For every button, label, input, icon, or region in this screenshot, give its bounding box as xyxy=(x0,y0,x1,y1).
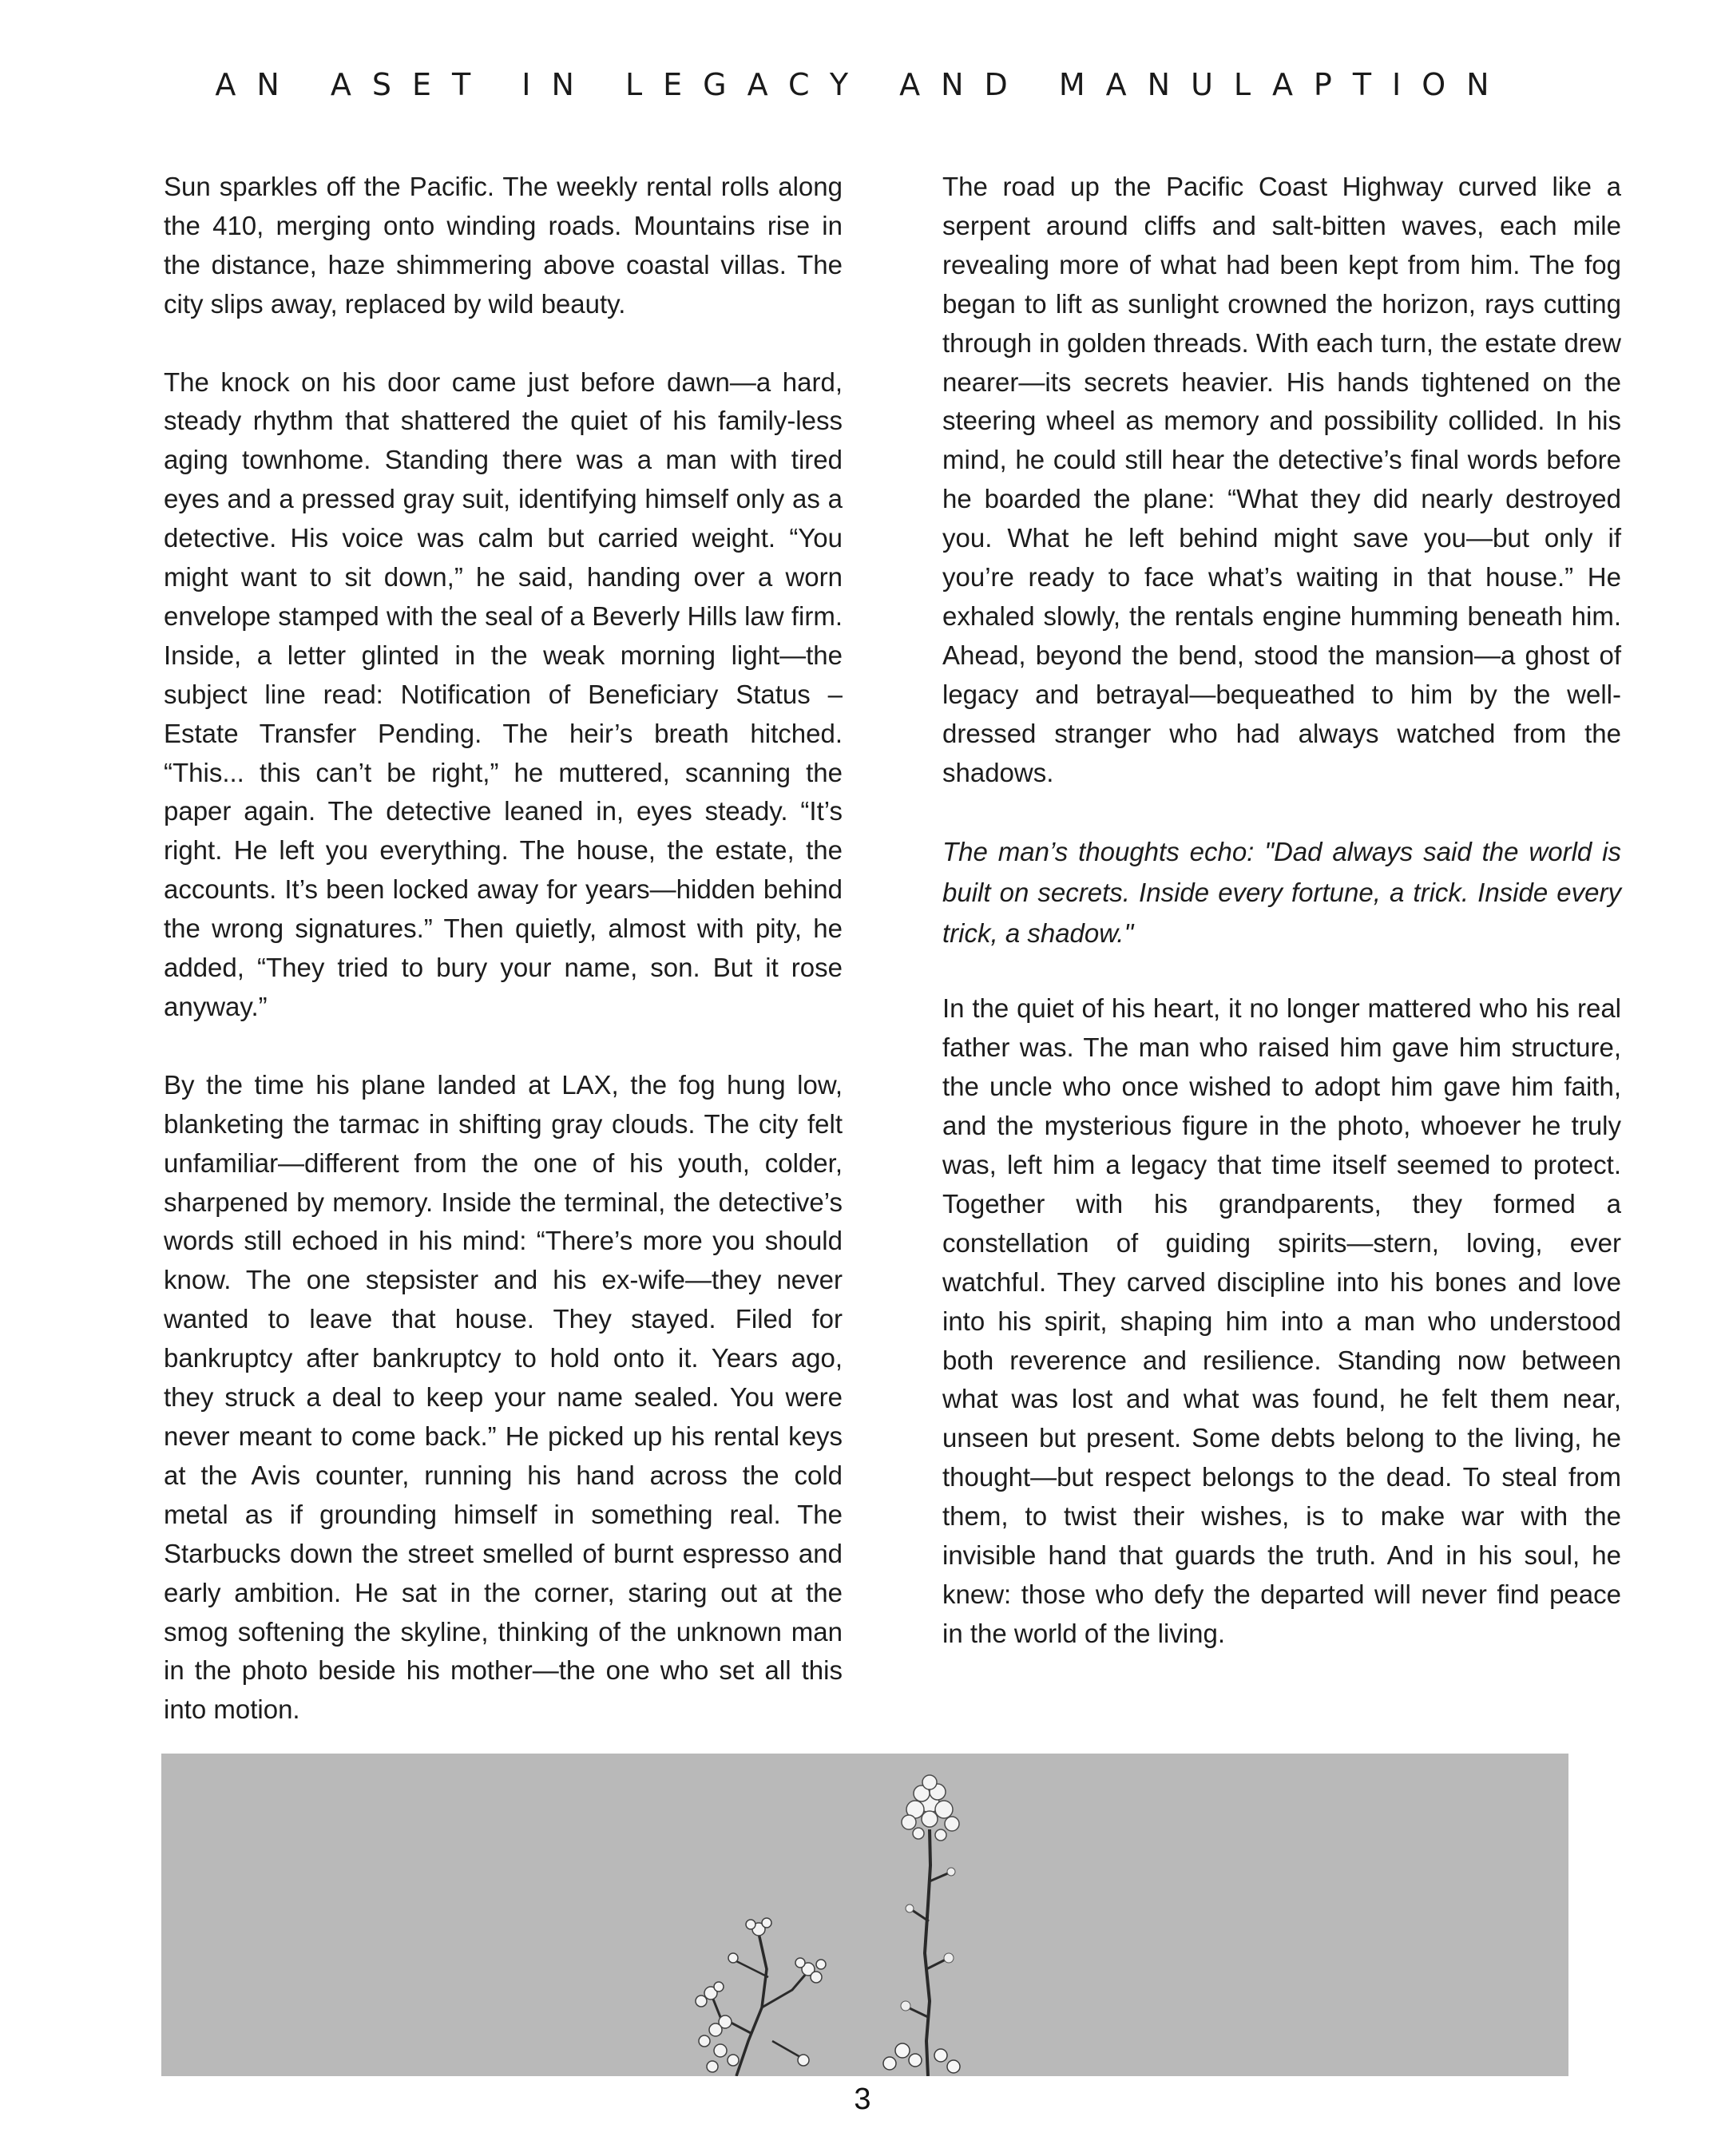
page-number: 3 xyxy=(854,2083,871,2116)
running-header: AN ASET IN LEGACY AND MANULAPTION xyxy=(215,67,1510,102)
paragraph: In the quiet of his heart, it no longer mattered who his real father was. The man who raised him gave him structure, the uncle who once wished to adopt him gave him faith, and the mysterious figure in the photo, whoever he truly was, left him a legacy that time itself seemed to protect. Together with his grandparents, they formed a constellation of guiding spirits—stern, loving, ever watchful. They carved discipline into his bones and love into his spirit, shaping him into a man who understood both reverence and resilience. Standing now between what was lost and what was found, he felt them near, unseen but present. Some debts belong to the living, he thought—but respect belongs to the dead. To steal from them, to twist their wishes, is to make war with the invisible hand that guards the truth. And in his soul, he knew: those who defy the departed will never find peace in the world of the living. xyxy=(942,993,1621,1648)
paragraph: The road up the Pacific Coast Highway curved like a serpent around cliffs and salt-bitten waves, each mile revealing more of what had been kept from him. The fog began to lift as sunlight crowned the horizon, rays cutting through in golden threads. With each turn, the estate drew nearer—its secrets heavier. His hands tightened on the steering wheel as memory and possibility collided. In his mind, he could still hear the detective’s final words before he boarded the plane: “What they did nearly destroyed you. What he left behind might save you—but only if you’re ready to face what’s waiting in that house.” He exhaled slowly, the rentals engine humming beneath him. Ahead, beyond the bend, stood the mansion—a ghost of legacy and betrayal—bequeathed to him by the well-dressed stranger who had always watched from the shadows. xyxy=(942,172,1621,787)
paragraph: Sun sparkles off the Pacific. The weekly rental rolls along the 410, merging onto winding roads. Mountains rise in the distance, haze shimmering above coastal villas. The city slips away, replaced by wild beauty. xyxy=(164,172,843,319)
paragraph: By the time his plane landed at LAX, the fog hung low, blanketing the tarmac in shifting gray clouds. The city felt unfamiliar—different from the one of his youth, colder, sharpened by memory. Inside the terminal, the detective’s words still echoed in his mind: “There’s more you should know. The one stepsister and his ex-wife—they never wanted to leave that house. They stayed. Filed for bankruptcy after bankruptcy to hold onto it. Years ago, they struck a deal to keep your name sealed. You were never meant to come back.” He picked up his rental keys at the Avis counter, running his hand across the cold metal as if grounding himself in something real. The Starbucks down the street smelled of burnt espresso and early ambition. He sat in the corner, staring out at the smog softening the skyline, thinking of the unknown man in the photo beside his mother—the one who set all this into motion. xyxy=(164,1069,843,1725)
flower-stems-photo xyxy=(161,1754,1568,2076)
left-column xyxy=(164,168,843,1769)
flower-stems-illustration xyxy=(161,1754,1568,2076)
right-column xyxy=(942,168,1621,1693)
italic-thought-quote: The man’s thoughts echo: "Dad always said the world is built on secrets. Inside every fortune, a trick. Inside every trick, a shadow." xyxy=(942,837,1621,949)
paragraph: The knock on his door came just before dawn—a hard, steady rhythm that shattered the quiet of his family-less aging townhome. Standing there was a man with tired eyes and a pressed gray suit, identifying himself only as a detective. His voice was calm but carried weight. “You might want to sit down,” he said, handing over a worn envelope stamped with the seal of a Beverly Hills law firm. Inside, a letter glinted in the weak morning light—the subject line read: Notification of Beneficiary Status – Estate Transfer Pending. The heir’s breath hitched. “This... this can’t be right,” he muttered, scanning the paper again. The detective leaned in, eyes steady. “It’s right. He left you everything. The house, the estate, the accounts. It’s been locked away for years—hidden behind the wrong signatures.” Then quietly, almost with pity, he added, “They tried to bury your name, son. But it rose anyway.” xyxy=(164,367,843,1022)
